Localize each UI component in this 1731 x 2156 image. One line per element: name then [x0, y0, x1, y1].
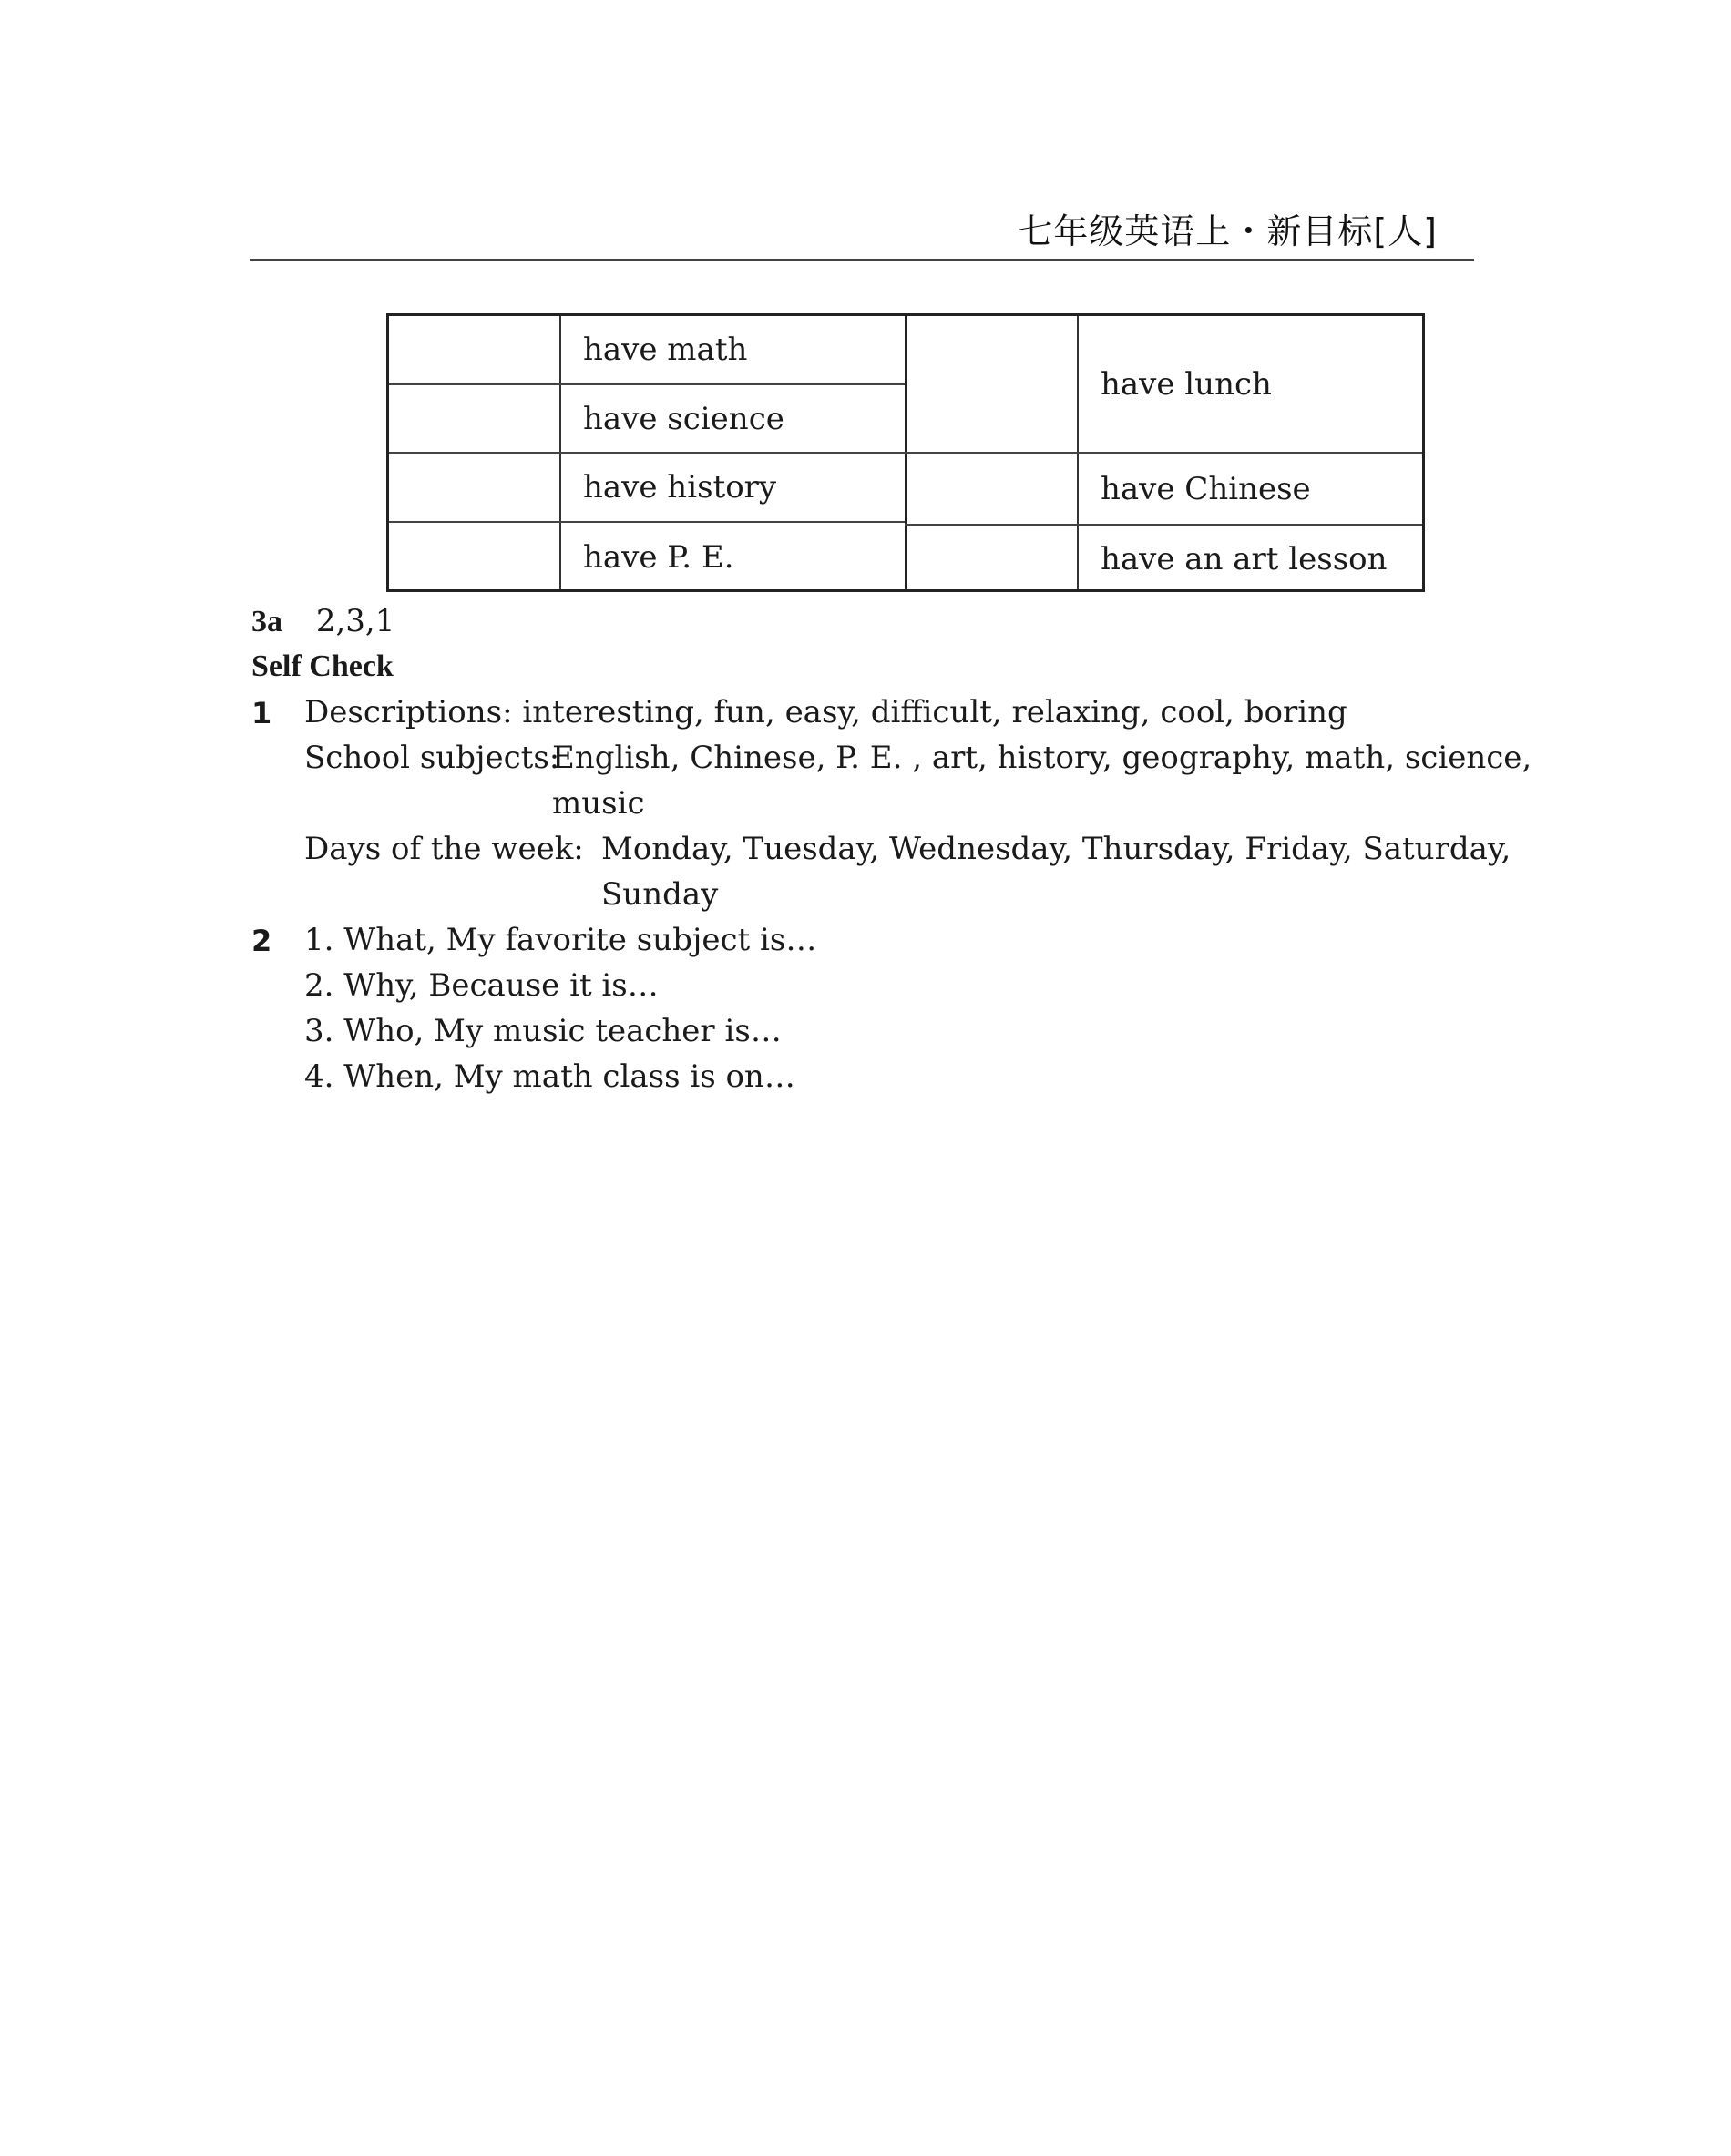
table-cell: have P. E. [583, 539, 734, 576]
section-3a [251, 598, 394, 645]
school-subjects-label: School subjects: [304, 740, 560, 776]
school-subjects-line: English, Chinese, P. E. , art, history, geography, math, science, [552, 740, 1532, 776]
question-number: 1 [251, 696, 272, 731]
school-subjects-line: music [552, 785, 645, 822]
table-cell: have math [583, 332, 748, 368]
list-item: 2. Why, Because it is… [304, 967, 659, 1004]
table-cell: have lunch [1101, 365, 1272, 403]
list-item: 1. What, My favorite subject is… [304, 922, 817, 958]
table-cell: have history [583, 469, 777, 506]
list-item: 3. Who, My music teacher is… [304, 1013, 782, 1049]
list-item: 4. When, My math class is on… [304, 1058, 795, 1095]
table-cell: have an art lesson [1101, 540, 1388, 577]
days-label: Days of the week: [304, 831, 584, 867]
section-answer: 2,3,1 [315, 603, 395, 639]
days-line: Sunday [601, 876, 719, 913]
question-number: 2 [251, 924, 272, 958]
section-label: 3a [251, 605, 282, 639]
page-title: 七年级英语上・新目标[人] [1018, 211, 1438, 251]
section-heading: Self Check [251, 649, 394, 683]
schedule-table [386, 313, 1425, 592]
page-header [250, 208, 1474, 261]
descriptions-line: Descriptions: interesting, fun, easy, difficult, relaxing, cool, boring [304, 694, 1347, 731]
table-cell: have science [583, 400, 784, 437]
table-cell: have Chinese [1101, 470, 1311, 507]
days-line: Monday, Tuesday, Wednesday, Thursday, Friday, Saturday, [601, 831, 1511, 867]
